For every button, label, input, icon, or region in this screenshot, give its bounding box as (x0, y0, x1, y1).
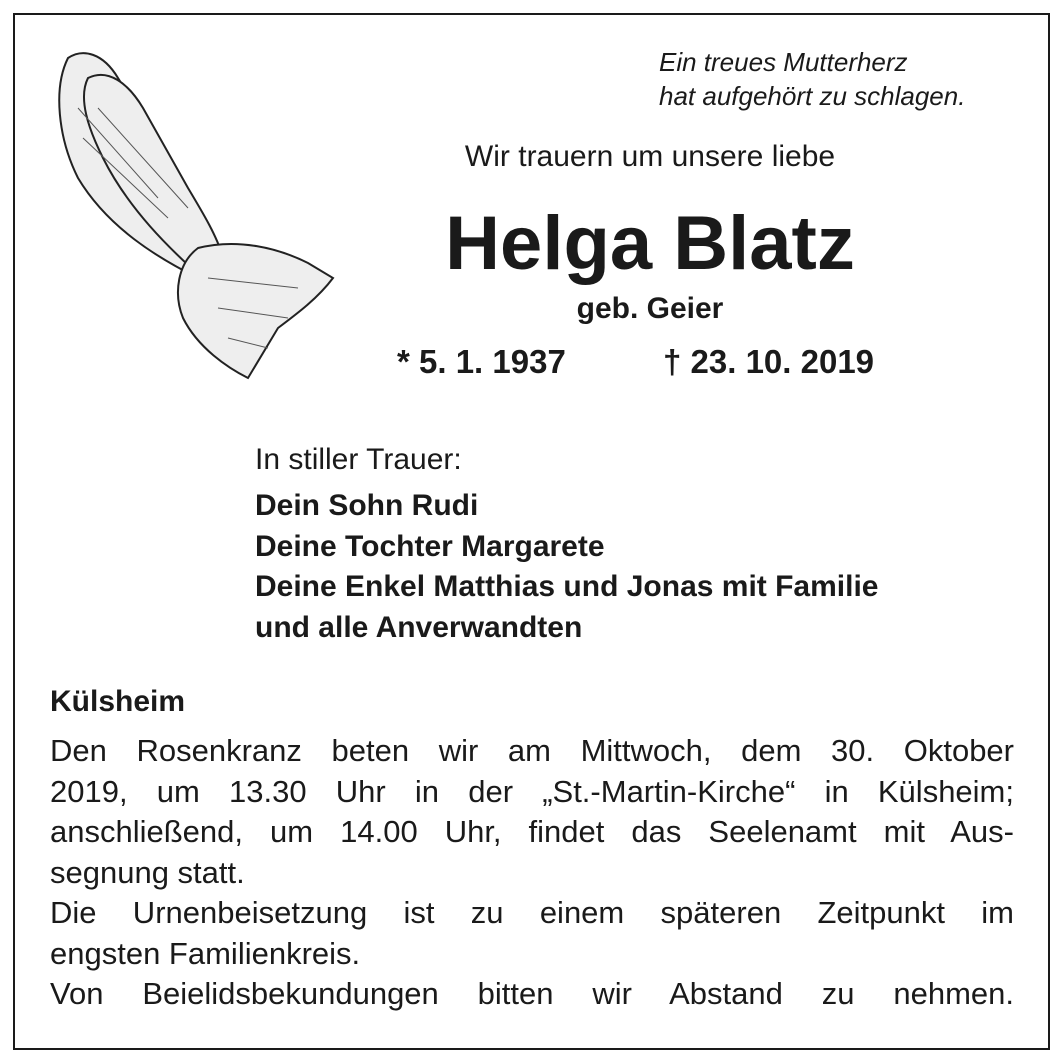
birth-date: * 5. 1. 1937 (397, 343, 566, 380)
maiden-name: geb. Geier (576, 292, 724, 325)
deceased-name: Helga Blatz (445, 201, 855, 286)
paragraph-line: Von Beielidsbekundungen bitten wir Abstand zu nehmen. (50, 976, 1014, 1011)
motto-line-2: hat aufgehört zu schlagen. (659, 81, 966, 111)
mourner: Dein Sohn Rudi (255, 489, 479, 522)
mourner: Deine Enkel Matthias und Jonas mit Familie (255, 570, 879, 603)
motto-line-1: Ein treues Mutterherz (659, 47, 908, 77)
mourner: Deine Tochter Margarete (255, 529, 605, 563)
death-date: † 23. 10. 2019 (663, 343, 875, 380)
mourners-heading: In stiller Trauer: (255, 443, 462, 476)
paragraph-line: Den Rosenkranz beten wir am Mittwoch, dem 30. Oktober (50, 733, 1014, 768)
mourners-list (255, 486, 878, 648)
paragraph-line: engsten Familienkreis. (50, 935, 361, 971)
service-paragraph (50, 731, 1014, 1015)
paragraph-line: segnung statt. (50, 854, 245, 890)
mourner: und alle Anverwandten (255, 610, 583, 644)
place-heading: Külsheim (50, 685, 186, 718)
paragraph-line: 2019, um 13.30 Uhr in der „St.-Martin-Kirche“ in Külsheim; (50, 773, 1014, 809)
paragraph-line: Die Urnenbeisetzung ist zu einem späteren Zeitpunkt im (50, 895, 1014, 930)
intro-text: Wir trauern um unsere liebe (464, 140, 836, 173)
praying-hands-icon (48, 48, 338, 388)
paragraph-line: anschließend, um 14.00 Uhr, findet das Seelenamt mit Aus- (50, 814, 1014, 849)
